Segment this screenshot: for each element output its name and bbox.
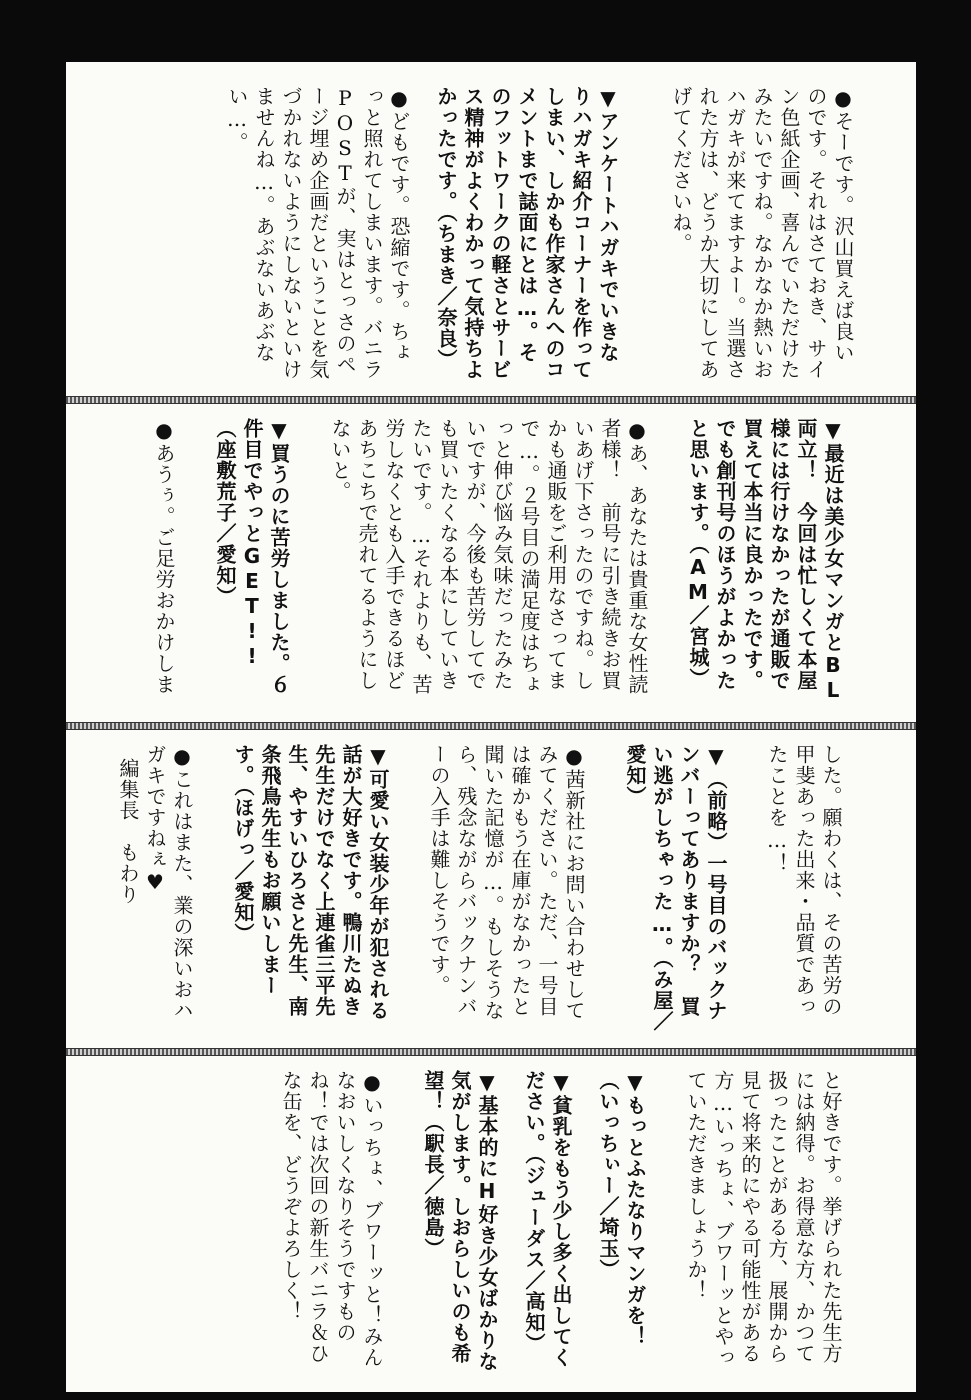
reader-letter: [211, 418, 292, 706]
editor-reply-text: ●これはまた、業の深いおハガキですねぇ♥: [143, 744, 194, 1021]
editor-reply: ●どもです。恐縮です。ちょっと照れてしまいます。バニラPOSTが、実はとっさのページ埋め企画だということを気づかれないようにしないといけませんね…。あぶないあぶない…。: [225, 86, 411, 380]
reader-signature: （ちまき／奈良）: [434, 212, 458, 370]
section-divider: [66, 1048, 916, 1056]
reader-message: ▼もっとふたなりマンガを！: [623, 1070, 647, 1347]
letters-page: [66, 62, 916, 1392]
reader-letter: [419, 1070, 500, 1382]
reader-message: ▼（前略）一号目のバックナンバーってありますか？ 買い逃がしちゃった…。: [650, 744, 728, 1021]
reader-signature: （ジューダス／高知）: [522, 1154, 546, 1354]
reader-message: ▼基本的にH好き少女ばかりな気がします。しおらしいのも希望！: [421, 1070, 499, 1372]
reader-message: ▼買うのに苦労しました。６件目でやっとGET!!: [240, 418, 291, 695]
editor-reply: ●茜新社にお問い合わせしてみてください。ただ、一号目は確かもう在庫がなかったと聞いた記憶が…。もしそうなら、残念ながらバックナンバーの入手は難しそうです。: [427, 744, 586, 1021]
reader-message: ▼アンケートハガキでいきなりハガキ紹介コーナーを作ってしまい、しかも作家さんへのコメントまで誌面にとは…。そのフットワークの軽さとサービス精神がよくわかって気持ちよかったです。: [434, 86, 620, 380]
editor-signature: 編集長 もわり: [116, 758, 140, 905]
editor-reply-continued: と好きです。挙げられた先生方には納得。お得意な方、かつて扱ったことがある方、展開から見て将来的にやる可能性がある方…いっちょ、ブワーッとやっていただきましょうか！: [684, 1070, 843, 1368]
reader-letter: [229, 744, 391, 1032]
reader-message: ▼貧乳をもう少し多く出してください。: [522, 1070, 573, 1368]
reader-message: ▼最近は美少女マンガとBL両立！ 今回は忙しくて本屋様には行けなかったが通販で買えて本当に良かったです。でも創刊号のほうがよかったと思います。: [686, 418, 845, 703]
editor-reply: [114, 744, 195, 1032]
letters-section-4: [66, 1056, 916, 1392]
editor-reply: ●あ、あなたは貴重な女性読者様！ 前号に引き続きお買いあげ下さったのですね。しかも通販をご利用なさってまで…。２号目の満足度はちょっと伸び悩み気味だったみたいですが、今後も苦労してでも買いたくなる本にしていきたいです。…それよりも、苦労しなくとも入手できるほどあちこちで売れてるようにしないと。: [328, 418, 649, 695]
reader-signature: （いっちぃー／埼玉）: [596, 1070, 620, 1280]
letters-section-2: [66, 404, 916, 716]
reader-signature: （ほげっ／愛知）: [231, 786, 255, 944]
reader-signature: （座敷荒子／愛知）: [213, 418, 237, 607]
reader-letter: [621, 744, 729, 1032]
reader-letter: [432, 86, 621, 380]
section-divider: [66, 722, 916, 730]
reader-letter: [594, 1070, 648, 1382]
reader-signature: （駅長／徳島）: [421, 1112, 445, 1259]
reader-signature: （AM／宮城）: [686, 544, 710, 689]
reader-letter: [684, 418, 846, 706]
reader-signature: （み屋／愛知）: [623, 744, 674, 1032]
letters-section-3: [66, 730, 916, 1042]
editor-reply: ●いっちょ、ブワーッと！みんなおいしくなりそうですものね！では次回の新生バニラ＆ひな缶を、どうぞよろしく！: [279, 1070, 384, 1368]
section-divider: [66, 396, 916, 404]
letters-section-1: [66, 62, 916, 390]
reader-letter: [520, 1070, 574, 1382]
editor-reply: ●そーです。沢山買えば良いのです。それはさておき、サイン色紙企画、喜んでいただけたみたいですね。なかなか熱いおハガキが来てますよー。当選された方は、どうか大切にしてあげてくださいね。: [669, 86, 855, 380]
editor-reply-continued: した。願わくは、その苦労の甲斐あった出来・品質であったことを…！: [765, 744, 843, 1017]
editor-reply: ●あうぅ。ご足労おかけしま: [152, 418, 176, 695]
reader-message: ▼可愛い女装少年が犯される話が大好きです。鴨川たぬき先生だけでなく上連雀三平先生、やすいひろさと先生、南条飛鳥先生もお願いしまーす。: [231, 744, 390, 1021]
